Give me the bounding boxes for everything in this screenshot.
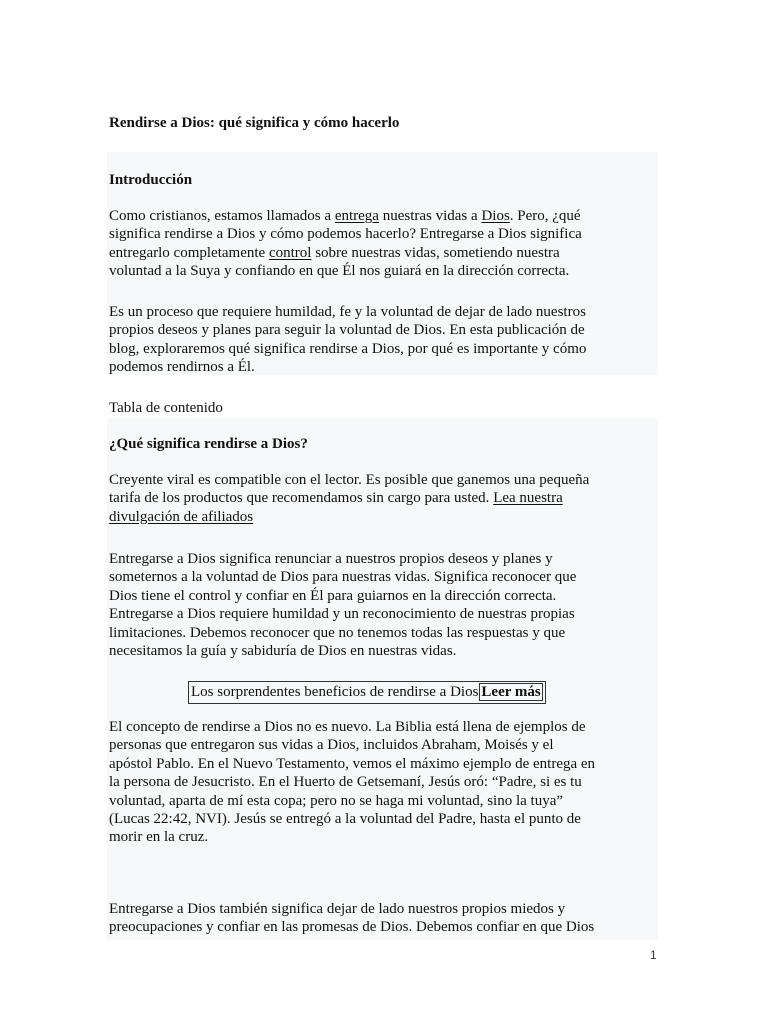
text-line: El concepto de rendirse a Dios no es nuevo. La Biblia está llena de ejemplos de xyxy=(109,719,586,735)
text-line: blog, exploraremos qué significa rendirse a Dios, por qué es importante y cómo xyxy=(109,340,587,357)
table-of-contents-label[interactable]: Tabla de contenido xyxy=(109,400,223,416)
entrega-link[interactable]: entrega xyxy=(334,208,379,224)
text-line xyxy=(109,508,657,526)
document-title: Rendirse a Dios: qué significa y cómo hacerlo xyxy=(109,115,400,131)
text-span: . Pero, ¿qué xyxy=(509,208,581,224)
text-line: podemos rendirnos a Él. xyxy=(109,359,255,376)
paragraph-5 xyxy=(109,900,657,937)
intro-paragraph-1 xyxy=(109,207,657,281)
text-span: Como cristianos, estamos llamados a xyxy=(109,208,335,224)
text-line: personas que entregaron sus vidas a Dios, incluidos Abraham, Moisés y el xyxy=(109,737,554,754)
text-span: tarifa de los productos que recomendamos sin cargo para usted. xyxy=(109,490,494,507)
text-line: necesitamos la guía y sabiduría de Dios en nuestras vidas. xyxy=(109,643,457,660)
text-line: someternos a la voluntad de Dios para nuestras vidas. Significa reconocer que xyxy=(109,569,577,586)
text-span: nuestras vidas a xyxy=(378,208,482,224)
text-line: voluntad a la Suya y confiando en que Él nos guiará en la dirección correcta. xyxy=(109,263,570,280)
text-line: (Lucas 22:42, NVI). Jesús se entregó a la voluntad del Padre, hasta el punto de xyxy=(109,811,581,828)
affiliate-disclosure-link[interactable]: Lea nuestra xyxy=(493,490,563,507)
text-line xyxy=(109,207,657,225)
related-post-banner[interactable] xyxy=(188,681,546,704)
text-line: Entregarse a Dios también significa dejar de lado nuestros propios miedos y xyxy=(109,901,566,917)
paragraph-3 xyxy=(109,550,657,660)
text-line: morir en la cruz. xyxy=(109,829,209,846)
text-span: entregarlo completamente xyxy=(109,244,269,261)
intro-heading: Introducción xyxy=(109,172,193,188)
control-link[interactable]: control xyxy=(268,244,312,261)
section-heading: ¿Qué significa rendirse a Dios? xyxy=(109,436,308,452)
text-line: Entregarse a Dios requiere humildad y un reconocimiento de nuestras propias xyxy=(109,606,575,623)
text-line: significa rendirse a Dios y cómo podemos hacerlo? Entregarse a Dios significa xyxy=(109,226,582,243)
text-line: apóstol Pablo. En el Nuevo Testamento, vemos el máximo ejemplo de entrega en xyxy=(109,755,596,772)
dios-link[interactable]: Dios xyxy=(481,208,510,224)
text-span: sobre nuestras vidas, sometiendo nuestra xyxy=(311,244,560,261)
text-line xyxy=(109,489,657,507)
text-line xyxy=(109,244,657,262)
affiliate-disclosure-paragraph xyxy=(109,471,657,526)
text-line: Entregarse a Dios significa renunciar a nuestros propios deseos y planes y xyxy=(109,551,553,567)
text-line: Es un proceso que requiere humildad, fe y la voluntad de dejar de lado nuestros xyxy=(109,304,586,320)
read-more-button[interactable]: Leer más xyxy=(481,684,541,700)
text-line: preocupaciones y confiar en las promesas de Dios. Debemos confiar en que Dios xyxy=(109,919,595,936)
text-line: voluntad, aparta de mí esta copa; pero no se haga mi voluntad, sino la tuya” xyxy=(109,792,564,809)
text-line: la persona de Jesucristo. En el Huerto de Getsemaní, Jesús oró: “Padre, si es tu xyxy=(109,774,582,791)
page-number: 1 xyxy=(650,948,657,962)
text-line: propios deseos y planes para seguir la voluntad de Dios. En esta publicación de xyxy=(109,322,585,339)
intro-paragraph-2 xyxy=(109,303,657,377)
paragraph-4 xyxy=(109,718,657,847)
text-line: Dios tiene el control y confiar en Él para guiarnos en la dirección correcta. xyxy=(109,587,557,604)
affiliate-disclosure-link-cont[interactable]: divulgación de afiliados xyxy=(109,508,254,525)
related-post-title[interactable]: Los sorprendentes beneficios de rendirse a Dios xyxy=(191,684,479,700)
text-line: Creyente viral es compatible con el lector. Es posible que ganemos una pequeña xyxy=(109,472,590,488)
text-line: limitaciones. Debemos reconocer que no tenemos todas las respuestas y que xyxy=(109,624,566,641)
